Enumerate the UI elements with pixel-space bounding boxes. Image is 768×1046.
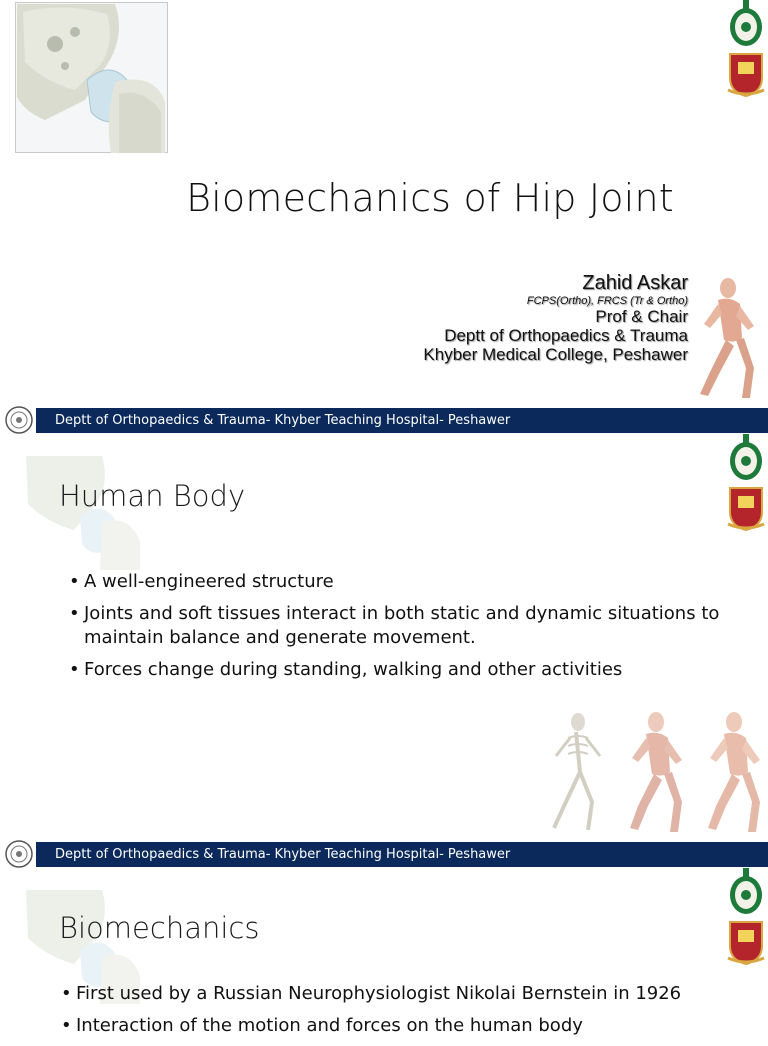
university-seal-icon [726, 0, 766, 48]
bullet-list [58, 982, 734, 1046]
footer-bar: Deptt of Orthopaedics & Trauma- Khyber Teaching Hospital- Peshawer [36, 842, 768, 867]
bullet-item: • Interaction of the motion and forces on the human body [58, 1014, 734, 1038]
college-crest-icon [726, 918, 766, 966]
institution-logos [726, 434, 766, 534]
hip-joint-image [15, 2, 168, 153]
author-qualifications: FCPS(Ortho), FRCS (Tr & Ortho) [526, 295, 688, 307]
running-figures-image [538, 710, 764, 834]
university-seal-icon [726, 868, 766, 916]
bullet-item: • Joints and soft tissues interact in both static and dynamic situations to maintain balance and generate movement. [66, 602, 734, 650]
footer-bar: Deptt of Orthopaedics & Trauma- Khyber Teaching Hospital- Peshawer [36, 408, 768, 433]
author-department: Deptt of Orthopaedics & Trauma [444, 326, 688, 345]
bullet-item: • First used by a Russian Neurophysiologist Nikolai Bernstein in 1926 [58, 982, 734, 1006]
author-name: Zahid Askar [582, 272, 688, 294]
bullet-list [66, 570, 734, 690]
author-institution: Khyber Medical College, Peshawer [423, 345, 688, 364]
author-block [423, 272, 688, 364]
hospital-seal-icon [4, 405, 34, 435]
bullet-item: • A well-engineered structure [66, 570, 734, 594]
content-slide-human-body [0, 434, 768, 866]
college-crest-icon [726, 484, 766, 532]
institution-logos [726, 0, 766, 100]
content-slide-biomechanics [0, 868, 768, 1036]
running-figure-image [690, 276, 762, 400]
institution-logos [726, 868, 766, 968]
bullet-item: • Forces change during standing, walking and other activities [66, 658, 734, 682]
title-slide [0, 0, 768, 432]
slide-heading: Human Body [59, 479, 246, 513]
university-seal-icon [726, 434, 766, 482]
college-crest-icon [726, 50, 766, 98]
author-position: Prof & Chair [595, 307, 688, 326]
slide-heading: Biomechanics [59, 911, 260, 945]
hospital-seal-icon [4, 839, 34, 869]
presentation-title: Biomechanics of Hip Joint [186, 176, 674, 220]
